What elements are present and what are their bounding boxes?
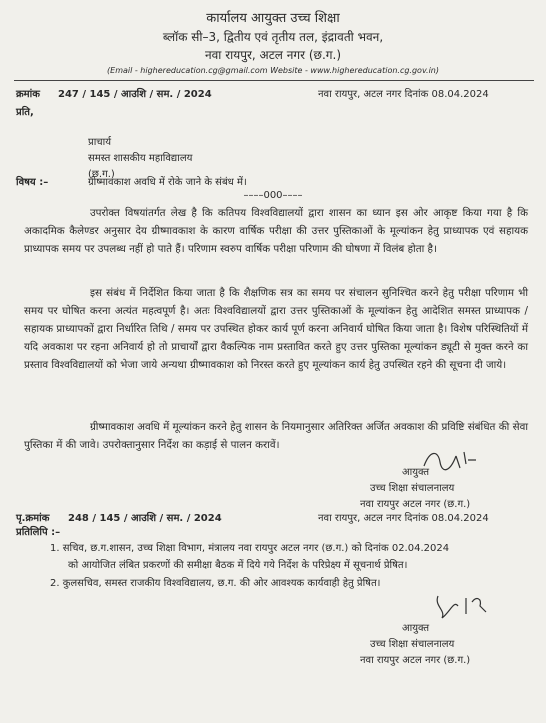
signatory-dept-1: उच्च शिक्षा संचालनालय — [370, 483, 455, 494]
body-paragraph-3: ग्रीष्मावकाश अवधि में मूल्यांकन करने हेतु शासन के नियमानुसार अतिरिक्त अर्जित अवकाश की प्रविष्टि संबंधित की सेवा पुस्तिका में की जावे। उपरोक्तानुसार निर्देश का कड़ाई से पालन करावें। — [24, 421, 528, 451]
header-divider — [14, 80, 534, 81]
recipient-line1: प्राचार्य — [88, 137, 112, 148]
recipient-line3: (छ.ग.) — [88, 169, 115, 180]
copy-label: प्रतिलिपि :– — [16, 527, 61, 538]
body-paragraph-2: इस संबंध में निर्देशित किया जाता है कि शैक्षणिक सत्र का समय पर संचालन सुनिश्चित करने हेतु परीक्षा परिणाम भी समय पर घोषित करना अत्यंत महत्वपूर्ण है। अतः विश्वविद्यालयों द्वारा उत्तर पुस्तिकाओं के मूल्यांकन हेतु आदेशित समस्त प्राध्यापक / सहायक प्राध्यापकों द्वारा निर्धारित तिथि / समय पर उपस्थित होकर कार्य पूर्ण करना अनिवार्य घोषित किया जाता है। विशेष परिस्थितियों में यदि अवकाश पर रहना अनिवार्य हो तो प्राचार्यों द्वारा वैकल्पिक नाम प्रस्तावित करते हुए उत्तर पुस्तिका मूल्यांकन ड्यूटी से मुक्त करने का प्रस्ताव विश्वविद्यालयों को भेजा जाये अन्यथा ग्रीष्मावकाश को निरस्त करते हुए मूल्यांकन कार्य हेतु उपस्थित रहने की सूचना दी जाये। — [24, 287, 528, 371]
office-title: कार्यालय आयुक्त उच्च शिक्षा — [206, 11, 340, 26]
ref-place-date: नवा रायपुर, अटल नगर दिनांक 08.04.2024 — [318, 89, 489, 100]
recipient-line2: समस्त शासकीय महाविद्यालय — [88, 153, 193, 164]
signatory-dept-2: उच्च शिक्षा संचालनालय — [370, 639, 455, 650]
handwritten-signature-2 — [432, 592, 492, 622]
office-address-line1: ब्लॉक सी–3, द्वितीय एवं तृतीय तल, इंद्रावती भवन, — [162, 30, 384, 44]
copy-item-1-line1: 1. सचिव, छ.ग.शासन, उच्च शिक्षा विभाग, मंत्रालय नवा रायपुर अटल नगर (छ.ग.) को दिनांक 02.04.2024 — [50, 543, 450, 554]
office-address-line2: नवा रायपुर, अटल नगर (छ.ग.) — [204, 48, 342, 62]
subject-label: विषय :– — [16, 177, 49, 188]
separator: ––––000–––– — [243, 190, 303, 201]
ref-label: क्रमांक — [16, 89, 40, 100]
signatory-title-1: आयुक्त — [402, 467, 430, 478]
body-paragraph-1: उपरोक्त विषयांतर्गत लेख है कि कतिपय विश्वविद्यालयों द्वारा शासन का ध्यान इस ओर आकृष्ट किया गया है कि अकादमिक कैलेण्डर अनुसार देय ग्रीष्मावकाश के कारण वार्षिक परीक्षा की उत्तर पुस्तिकाओं के मूल्यांकन हेतु प्राध्यापक एवं सहायक प्राध्यापक समय पर उपलब्ध नहीं हो पाते हैं। परिणाम स्वरुप वार्षिक परीक्षा परिणाम की घोषणा में विलंब होता है। — [24, 207, 528, 255]
copy-item-2: 2. कुलसचिव, समस्त राजकीय विश्वविद्यालय, छ.ग. की ओर आवश्यक कार्यवाही हेतु प्रेषित। — [50, 578, 381, 589]
ref-number: 247 / 145 / आउशि / सम. / 2024 — [58, 89, 212, 100]
signatory-place-1: नवा रायपुर अटल नगर (छ.ग.) — [360, 499, 471, 510]
signatory-title-2: आयुक्त — [402, 623, 430, 634]
copy-item-1-line2: को आयोजित लंबित प्रकरणों की समीक्षा बैठक में दिये गये निर्देश के परिप्रेक्ष्य में सूचनार्थ प्रेषित। — [68, 560, 408, 571]
subject-text: ग्रीष्मावकाश अवधि में रोके जाने के संबंध में। — [88, 177, 247, 188]
office-contact: (Email - highereducation.cg@gmail.com Website - www.highereducation.cg.gov.in) — [107, 66, 439, 75]
to-label: प्रति, — [16, 107, 34, 118]
endorsement-ref-label: पृ.क्रमांक — [16, 513, 50, 524]
signatory-place-2: नवा रायपुर अटल नगर (छ.ग.) — [360, 655, 471, 666]
endorsement-place-date: नवा रायपुर, अटल नगर दिनांक 08.04.2024 — [318, 513, 489, 524]
endorsement-ref-number: 248 / 145 / आउशि / सम. / 2024 — [68, 513, 222, 524]
